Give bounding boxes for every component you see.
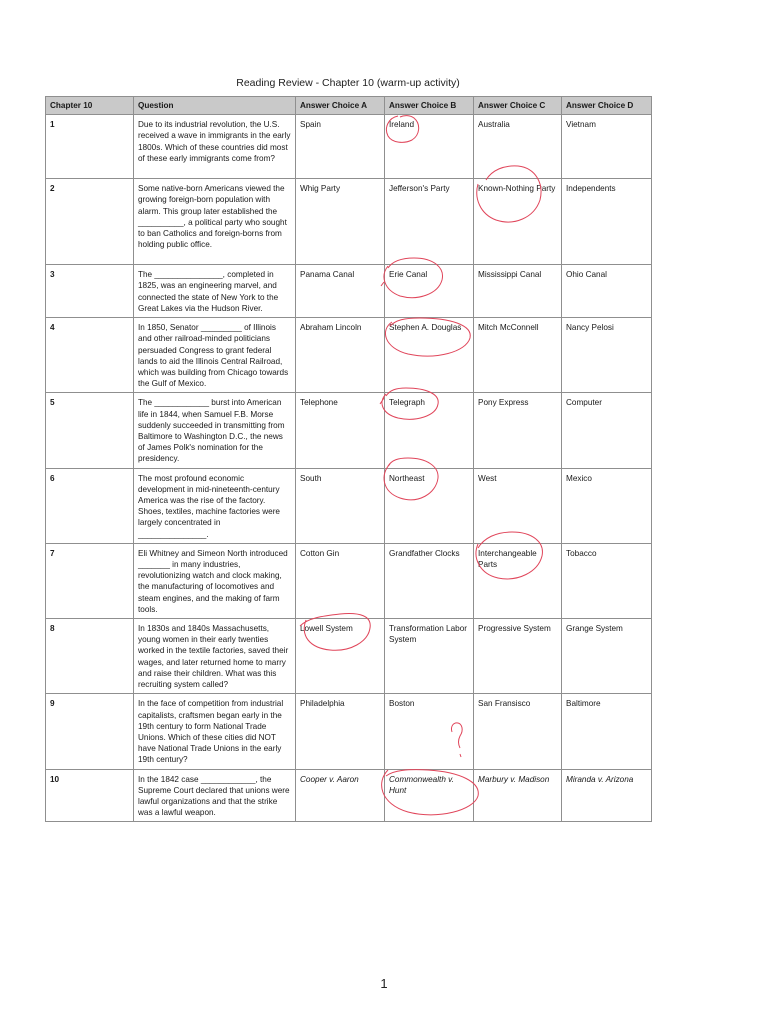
question-text: In 1830s and 1840s Massachusetts, young women in their early twenties worked in the textile factories, saved their wages, and later returned home to marry and raise their children. What was this recruiting system called? — [134, 619, 296, 694]
question-number: 7 — [46, 543, 134, 618]
question-text: Due to its industrial revolution, the U.S. received a wave in immigrants in the early 1800s. Which of these countries did most of these early immigrants come from? — [134, 115, 296, 179]
answer-b: Stephen A. Douglas — [385, 318, 474, 393]
table-row — [46, 543, 652, 618]
table-row — [46, 179, 652, 265]
question-number: 2 — [46, 179, 134, 265]
table-row — [46, 318, 652, 393]
table-row — [46, 393, 652, 468]
answer-d: Mexico — [562, 468, 652, 543]
answer-a: Abraham Lincoln — [296, 318, 385, 393]
answer-b: Commonwealth v. Hunt — [385, 769, 474, 822]
question-number: 3 — [46, 265, 134, 318]
answer-a: Philadelphia — [296, 694, 385, 769]
answer-a: Whig Party — [296, 179, 385, 265]
answer-a: Spain — [296, 115, 385, 179]
answer-a: Telephone — [296, 393, 385, 468]
question-text: The most profound economic development in mid-nineteenth-century America was the rise of the factory. Shoes, textiles, machine factories were largely concentrated in _______________. — [134, 468, 296, 543]
answer-d: Baltimore — [562, 694, 652, 769]
answer-c: Pony Express — [474, 393, 562, 468]
answer-b: Northeast — [385, 468, 474, 543]
question-text: The ____________ burst into American life in 1844, when Samuel F.B. Morse suddenly succeeded in transmitting from Baltimore to Washington D.C., the news of James Polk's nomination for the presidency. — [134, 393, 296, 468]
answer-d: Independents — [562, 179, 652, 265]
table-row — [46, 115, 652, 179]
answer-c: Marbury v. Madison — [474, 769, 562, 822]
question-number: 6 — [46, 468, 134, 543]
answer-c: Progressive System — [474, 619, 562, 694]
table-row — [46, 619, 652, 694]
page-number: 1 — [380, 976, 388, 991]
question-number: 5 — [46, 393, 134, 468]
answer-d: Ohio Canal — [562, 265, 652, 318]
answer-b: Telegraph — [385, 393, 474, 468]
answer-c: Mississippi Canal — [474, 265, 562, 318]
header-answer-c: Answer Choice C — [474, 97, 562, 115]
table-row — [46, 769, 652, 822]
question-text: Eli Whitney and Simeon North introduced _______ in many industries, revolutionizing watch and clock making, the manufacturing of locomotives and steam engines, and the making of farm tools. — [134, 543, 296, 618]
answer-d: Grange System — [562, 619, 652, 694]
answer-a: Cotton Gin — [296, 543, 385, 618]
question-number: 4 — [46, 318, 134, 393]
document-title: Reading Review - Chapter 10 (warm-up activity) — [236, 77, 460, 89]
question-text: The _______________, completed in 1825, was an engineering marvel, and connected the state of New York to the Great Lakes via the Hudson River. — [134, 265, 296, 318]
question-text: In 1850, Senator _________ of Illinois and other railroad-minded politicians persuaded Congress to grant federal lands to aid the Illinois Central Railroad, which was building from Chicago towards the Gulf of Mexico. — [134, 318, 296, 393]
answer-c: Mitch McConnell — [474, 318, 562, 393]
answer-a: Panama Canal — [296, 265, 385, 318]
answer-b: Grandfather Clocks — [385, 543, 474, 618]
header-question: Question — [134, 97, 296, 115]
question-number: 9 — [46, 694, 134, 769]
answer-a: Cooper v. Aaron — [296, 769, 385, 822]
header-answer-d: Answer Choice D — [562, 97, 652, 115]
answer-c: San Fransisco — [474, 694, 562, 769]
answer-d: Vietnam — [562, 115, 652, 179]
table-row — [46, 265, 652, 318]
table-header-row — [46, 97, 652, 115]
answer-b: Erie Canal — [385, 265, 474, 318]
answer-b: Ireland — [385, 115, 474, 179]
answer-d: Tobacco — [562, 543, 652, 618]
reading-review-table — [45, 96, 652, 822]
answer-d: Nancy Pelosi — [562, 318, 652, 393]
answer-b: Transformation Labor System — [385, 619, 474, 694]
question-text: Some native-born Americans viewed the growing foreign-born population with alarm. This group later established the __________, a political party who sought to ban Catholics and foreign-borns from holding public office. — [134, 179, 296, 265]
header-answer-b: Answer Choice B — [385, 97, 474, 115]
question-text: In the 1842 case ____________, the Supreme Court declared that unions were lawful organizations and that the strike was a lawful weapon. — [134, 769, 296, 822]
question-number: 10 — [46, 769, 134, 822]
answer-c: Known-Nothing Party — [474, 179, 562, 265]
question-text: In the face of competition from industrial capitalists, craftsmen began early in the 19th century to form National Trade Unions. Which of these cities did NOT have National Trade Unions in the early 19th century? — [134, 694, 296, 769]
table-row — [46, 468, 652, 543]
answer-d: Computer — [562, 393, 652, 468]
answer-d: Miranda v. Arizona — [562, 769, 652, 822]
header-chapter: Chapter 10 — [46, 97, 134, 115]
answer-a: Lowell System — [296, 619, 385, 694]
answer-c: Interchangeable Parts — [474, 543, 562, 618]
answer-c: Australia — [474, 115, 562, 179]
header-answer-a: Answer Choice A — [296, 97, 385, 115]
answer-a: South — [296, 468, 385, 543]
answer-b: Jefferson's Party — [385, 179, 474, 265]
question-number: 1 — [46, 115, 134, 179]
answer-b: Boston — [385, 694, 474, 769]
table-row — [46, 694, 652, 769]
answer-c: West — [474, 468, 562, 543]
question-number: 8 — [46, 619, 134, 694]
